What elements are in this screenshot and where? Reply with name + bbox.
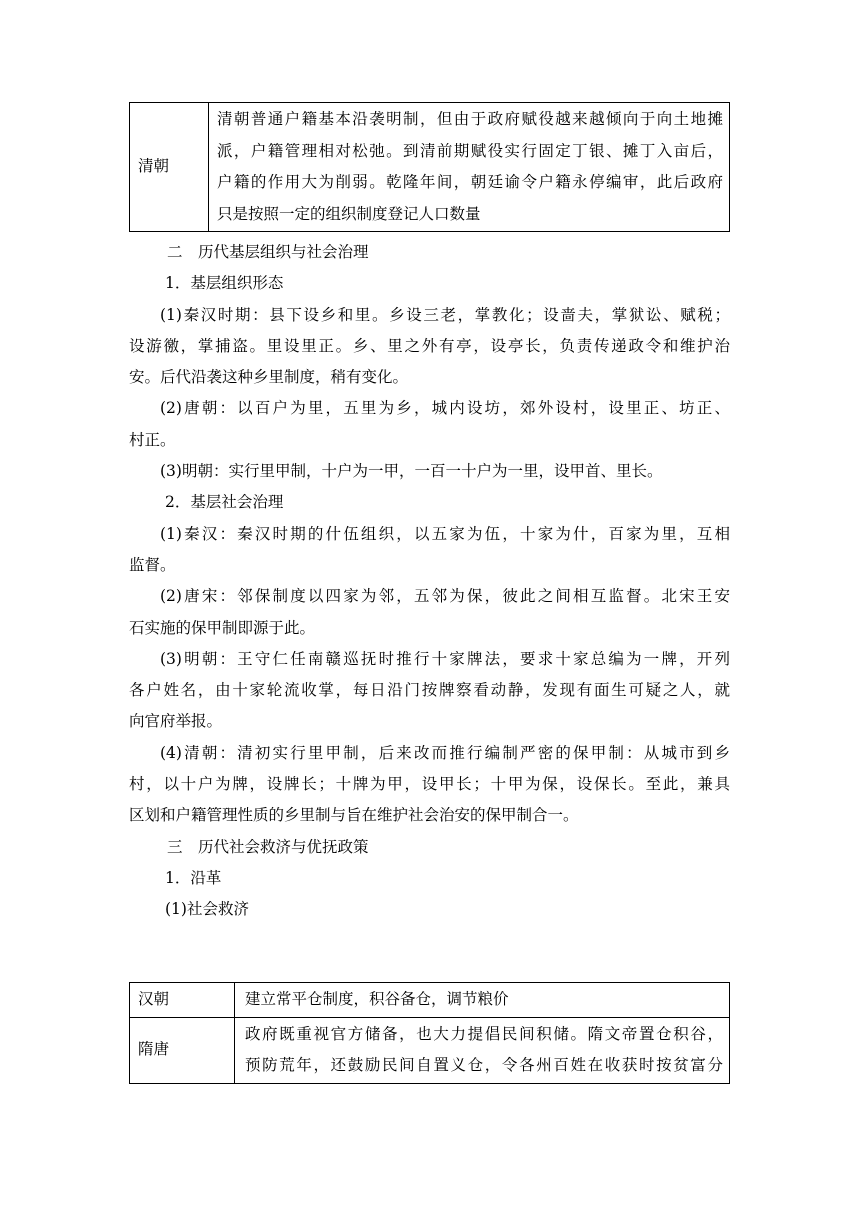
subsection-heading: (1)社会救济 xyxy=(165,900,249,919)
paragraph-line: 村，以十户为牌，设牌长；十牌为甲，设甲长；十甲为保，设保长。至此，兼具 xyxy=(129,775,730,794)
social-relief-table xyxy=(129,982,730,1084)
cell-line: 建立常平仓制度，积谷备仓，调节粮价 xyxy=(245,990,509,1008)
table-row xyxy=(130,983,730,1018)
subsection-heading: 1．沿革 xyxy=(165,868,222,887)
paragraph-line: 石实施的保甲制即源于此。 xyxy=(129,618,316,637)
subsection-heading: 2．基层社会治理 xyxy=(165,493,284,512)
paragraph-line: (1)秦汉：秦汉时期的什伍组织，以五家为伍，十家为什，百家为里，互相 xyxy=(160,524,730,543)
paragraph xyxy=(129,738,730,832)
paragraph-line: 村正。 xyxy=(129,430,176,449)
paragraph-line: (3)明朝：实行里甲制，十户为一甲，一百一十户为一里，设甲首、里长。 xyxy=(160,462,663,481)
paragraph-line: (2)唐朝：以百户为里，五里为乡，城内设坊，郊外设村，设里正、坊正、 xyxy=(160,399,730,418)
paragraph xyxy=(129,644,730,738)
dynasty-cell: 隋唐 xyxy=(130,1017,235,1083)
paragraph xyxy=(129,581,730,644)
subsection-heading: 1．基层组织形态 xyxy=(165,274,284,293)
cell-line: 预防荒年，还鼓励民间自置义仓，令各州百姓在收获时按贫富分 xyxy=(245,1056,723,1074)
section-heading: 二 历代基层组织与社会治理 xyxy=(167,243,369,261)
paragraph-line: 各户姓名，由十家轮流收掌，每日沿门按牌察看动静，发现有面生可疑之人，就 xyxy=(129,681,730,700)
cell-line: 派，户籍管理相对松弛。到清前期赋役实行固定丁银、摊丁入亩后， xyxy=(217,141,723,160)
paragraph xyxy=(129,519,730,582)
paragraph-line: 安。后代沿袭这种乡里制度，稍有变化。 xyxy=(129,368,409,387)
paragraph-line: 向官府举报。 xyxy=(129,712,223,731)
cell-line: 户籍的作用大为削弱。乾隆年间，朝廷谕令户籍永停编审，此后政府 xyxy=(217,173,723,191)
paragraph-line: 监督。 xyxy=(129,555,176,574)
cell-line: 清朝普通户籍基本沿袭明制，但由于政府赋役越来越倾向于向土地摊 xyxy=(217,110,723,128)
dynasty-cell: 清朝 xyxy=(130,103,209,232)
description-cell xyxy=(209,103,730,232)
paragraph-line: (2)唐宋：邻保制度以四家为邻，五邻为保，彼此之间相互监督。北宋王安 xyxy=(160,587,730,606)
paragraph-line: (3)明朝：王守仁任南赣巡抚时推行十家牌法，要求十家总编为一牌，开列 xyxy=(160,649,730,668)
description-cell xyxy=(235,983,730,1018)
paragraph-line: 设游徼，掌捕盗。里设里正。乡、里之外有亭，设亭长，负责传递政令和维护治 xyxy=(129,336,730,355)
cell-line: 只是按照一定的组织制度登记人口数量 xyxy=(217,204,481,223)
paragraph xyxy=(129,393,730,456)
description-cell xyxy=(235,1017,730,1083)
section-2 xyxy=(129,237,730,926)
paragraph xyxy=(129,456,730,487)
section-heading: 三 历代社会救济与优抚政策 xyxy=(167,837,369,856)
household-registry-table xyxy=(129,102,730,232)
paragraph xyxy=(129,300,730,394)
cell-line: 政府既重视官方储备，也大力提倡民间积储。隋文帝置仓积谷， xyxy=(245,1024,723,1043)
paragraph-line: (4)清朝：清初实行里甲制，后来改而推行编制严密的保甲制：从城市到乡 xyxy=(160,743,730,762)
dynasty-cell: 汉朝 xyxy=(130,983,235,1018)
paragraph-line: 区划和户籍管理性质的乡里制与旨在维护社会治安的保甲制合一。 xyxy=(129,806,579,825)
paragraph-line: (1)秦汉时期：县下设乡和里。乡设三老，掌教化；设啬夫，掌狱讼、赋税； xyxy=(160,305,730,324)
table-row xyxy=(130,103,730,232)
table-row xyxy=(130,1017,730,1083)
